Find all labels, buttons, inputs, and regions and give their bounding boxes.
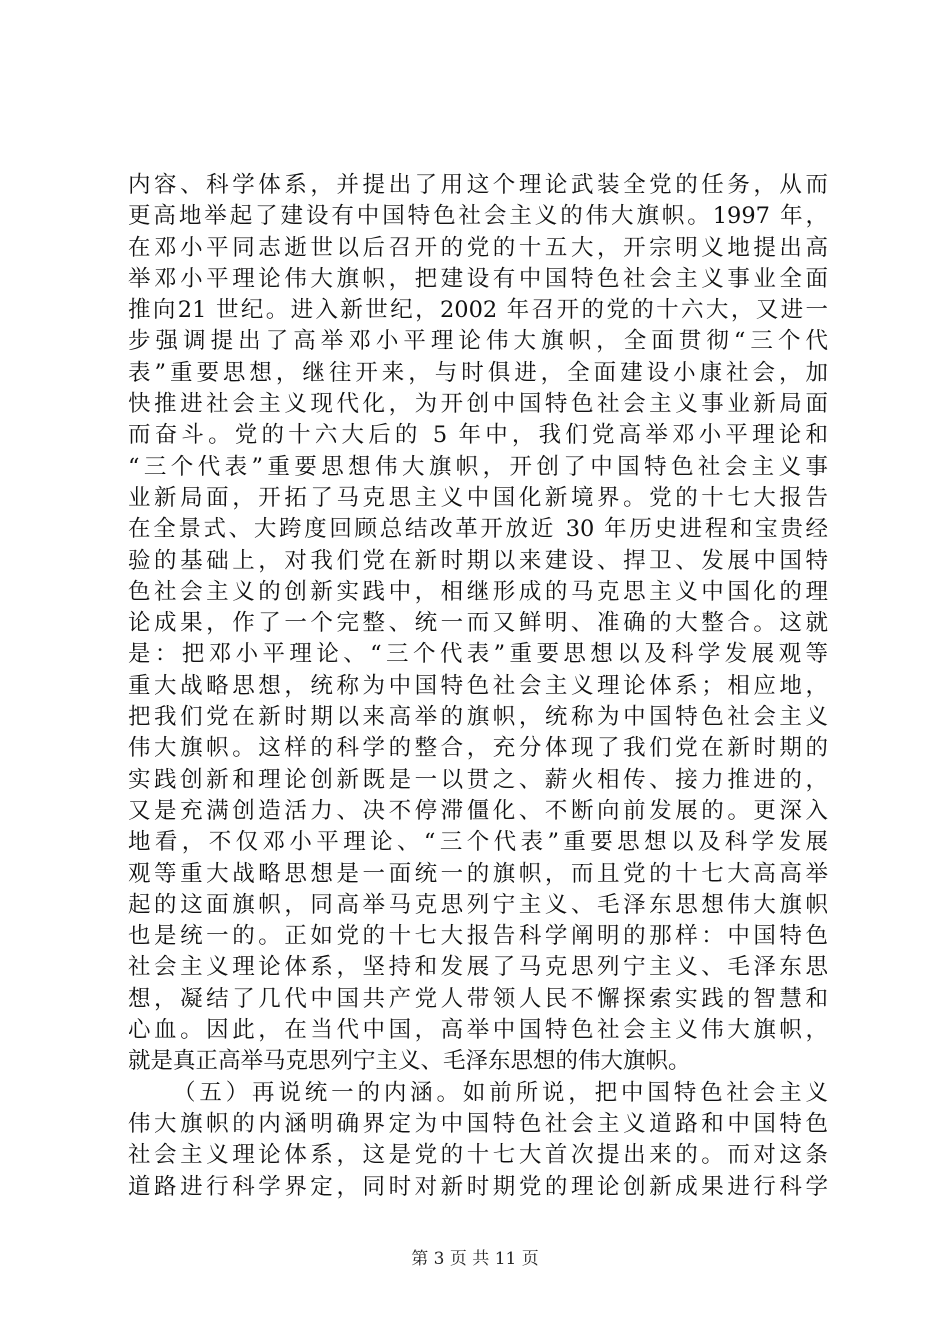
text-line: “三个代表”重要思想伟大旗帜，开创了中国特色社会主义事 (128, 453, 828, 480)
text-line: 论成果，作了一个完整、统一而又鲜明、准确的大整合。这就 (128, 610, 828, 637)
text-line: 推向21 世纪。进入新世纪，2002 年召开的党的十六大，又进一 (128, 297, 828, 324)
text-line: 在邓小平同志逝世以后召开的党的十五大，开宗明义地提出高 (128, 234, 828, 261)
text-line: （五）再说统一的内涵。如前所说，把中国特色社会主义 (173, 1079, 828, 1106)
text-line: 社会主义理论体系，这是党的十七大首次提出来的。而对这条 (128, 1142, 828, 1169)
document-body (128, 170, 828, 1203)
text-line: 伟大旗帜。这样的科学的整合，充分体现了我们党在新时期的 (128, 735, 828, 762)
text-line: 也是统一的。正如党的十七大报告科学阐明的那样：中国特色 (128, 923, 828, 950)
page-number-label: 第 3 页 共 11 页 (411, 1249, 539, 1269)
text-line: 表”重要思想，继往开来，与时俱进，全面建设小康社会，加 (128, 359, 828, 386)
text-line: 举邓小平理论伟大旗帜，把建设有中国特色社会主义事业全面 (128, 265, 828, 292)
text-line: 起的这面旗帜，同高举马克思列宁主义、毛泽东思想伟大旗帜 (128, 891, 828, 918)
text-line: 地看，不仅邓小平理论、“三个代表”重要思想以及科学发展 (128, 829, 828, 856)
text-line: 色社会主义的创新实践中，相继形成的马克思主义中国化的理 (128, 578, 828, 605)
text-line: 心血。因此，在当代中国，高举中国特色社会主义伟大旗帜， (128, 1017, 828, 1044)
text-line: 业新局面，开拓了马克思主义中国化新境界。党的十七大报告 (128, 484, 828, 511)
text-line: 而奋斗。党的十六大后的 5 年中，我们党高举邓小平理论和 (128, 422, 828, 449)
text-line: 更高地举起了建设有中国特色社会主义的伟大旗帜。1997 年， (128, 203, 828, 230)
text-line: 又是充满创造活力、决不停滞僵化、不断向前发展的。更深入 (128, 797, 828, 824)
text-line: 社会主义理论体系，坚持和发展了马克思列宁主义、毛泽东思 (128, 954, 828, 981)
paragraph-2 (128, 1078, 828, 1203)
text-line: 在全景式、大跨度回顾总结改革开放近 30 年历史进程和宝贵经 (128, 516, 828, 543)
text-line: 快推进社会主义现代化，为开创中国特色社会主义事业新局面 (128, 391, 828, 418)
text-line: 重大战略思想，统称为中国特色社会主义理论体系；相应地， (128, 672, 828, 699)
page-footer (0, 1244, 950, 1269)
text-line: 想，凝结了几代中国共产党人带领人民不懈探索实践的智慧和 (128, 985, 828, 1012)
text-line: 伟大旗帜的内涵明确界定为中国特色社会主义道路和中国特色 (128, 1110, 828, 1137)
text-line: 实践创新和理论创新既是一以贯之、薪火相传、接力推进的， (128, 766, 828, 793)
paragraph-1 (128, 170, 828, 1078)
text-line: 把我们党在新时期以来高举的旗帜，统称为中国特色社会主义 (128, 704, 828, 731)
text-line: 就是真正高举马克思列宁主义、毛泽东思想的伟大旗帜。 (128, 1048, 691, 1075)
text-line: 步强调提出了高举邓小平理论伟大旗帜，全面贯彻“三个代 (128, 328, 828, 355)
text-line: 验的基础上，对我们党在新时期以来建设、捍卫、发展中国特 (128, 547, 828, 574)
text-line: 观等重大战略思想是一面统一的旗帜，而且党的十七大高高举 (128, 860, 828, 887)
text-line: 是：把邓小平理论、“三个代表”重要思想以及科学发展观等 (128, 641, 828, 668)
text-line: 道路进行科学界定，同时对新时期党的理论创新成果进行科学 (128, 1173, 828, 1200)
text-line: 内容、科学体系，并提出了用这个理论武装全党的任务，从而 (128, 172, 828, 198)
